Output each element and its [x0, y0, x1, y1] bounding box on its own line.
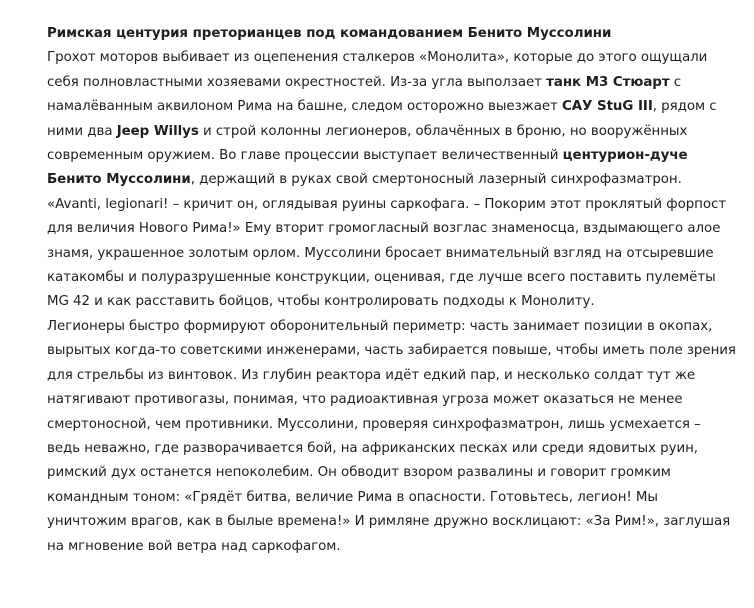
- text-run: с намалёванным аквилоном Рима на башне, следом осторожно выезжает: [47, 74, 682, 115]
- bold-text: Jeep Willys: [116, 123, 199, 139]
- text-run: «Avanti, legionari! – кричит он, оглядывая руины саркофага. – Покорим этот проклятый форпост для величия Нового Рима!» Ему вторит громогласный возглас знаменосца, вздымающего алое знамя, украшенное золотым орлом. Муссолини бросает внимательный взгляд на отсыревшие катакомбы и полуразрушенные конструкции, оценивая, где лучше всего поставить пулемёты MG 42 и как расставить бойцов, чтобы контролировать подходы к Монолиту.: [47, 196, 727, 310]
- text-run: и строй колонны легионеров, облачённых в броню, но вооружённых современным оружием. Во главе процессии выступает величественный: [47, 123, 688, 164]
- text-run: , держащий в руках свой смертоносный лазерный синхрофазматрон.: [190, 172, 682, 188]
- bold-text: САУ StuG III: [562, 99, 653, 115]
- bold-text: танк М3 Стюарт: [546, 74, 670, 90]
- text-run: , рядом с ними два: [47, 99, 717, 139]
- paragraph-list: [47, 46, 737, 559]
- bold-text: центурион-дуче Бенито Муссолини: [47, 148, 688, 188]
- text-run: Легионеры быстро формируют оборонительный периметр: часть занимает позиции в окопах, вырытых когда-то советскими инженерами, часть забирается повыше, чтобы иметь поле зрения для стрельбы из винтовок. Из глубин реактора идёт едкий пар, и несколько солдат тут же натягивают противогазы, понимая, что радиоактивная угроза может оказаться не менее смертоносной, чем противники. Муссолини, проверяя синхрофазматрон, лишь усмехается – ведь неважно, где разворачивается бой, на африканских песках или среди ядовитых руин, римский дух останется непоколебим. Он обводит взором развалины и говорит громким командным тоном: «Грядёт битва, величие Рима в опасности. Готовьтесь, легион! Мы уничтожим врагов, как в былые времена!» И римляне дружно восклицают: «За Рим!», заглушая на мгновение вой ветра над саркофагом.: [47, 318, 736, 554]
- document-title: Римская центурия преторианцев под командованием Бенито Муссолини: [47, 26, 612, 41]
- paragraph: [47, 193, 737, 315]
- document-body: [47, 22, 737, 559]
- text-run: Грохот моторов выбивает из оцепенения сталкеров «Монолита», которые до этого ощущали себя полновластными хозяевами окрестностей. Из-за угла выползает: [47, 50, 708, 90]
- paragraph: [47, 315, 737, 559]
- paragraph: [47, 46, 737, 192]
